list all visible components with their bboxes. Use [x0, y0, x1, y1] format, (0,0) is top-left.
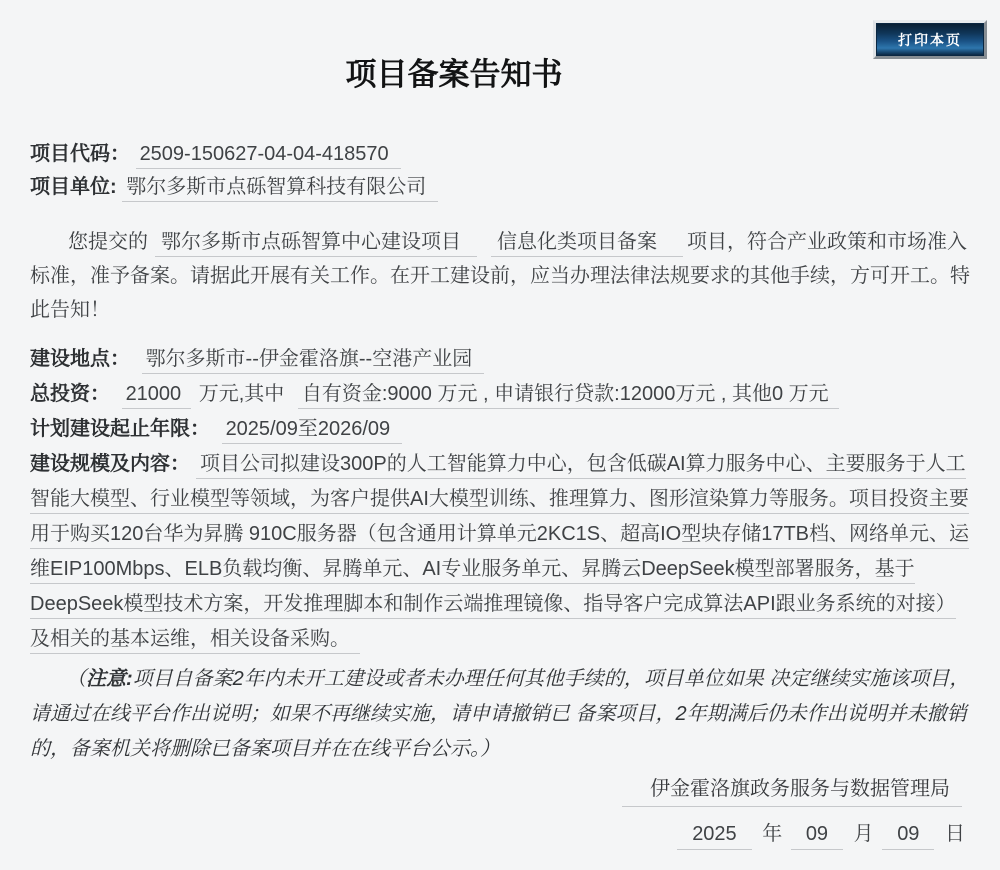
- agency-name: 伊金霍洛旗政务服务与数据管理局: [622, 772, 962, 807]
- investment-row: [30, 377, 970, 412]
- project-code-row: [30, 138, 970, 171]
- page-title: 项目备案告知书: [345, 57, 563, 92]
- title-wrap: [30, 0, 970, 94]
- period-label: 计划建设起止年限：: [30, 418, 210, 440]
- note-paragraph: [30, 662, 970, 767]
- period-row: [30, 412, 970, 447]
- period-value: 2025/09至2026/09: [222, 418, 403, 444]
- date-day: 09: [882, 823, 934, 850]
- scale-value: 项目公司拟建设300P的人工智能算力中心，包含低碳AI算力服务中心、主要服务于人工智能大模型、行业模型等领域，为客户提供AI大模型训练、推理算力、图形渲染算力等服务。项目投资主要用于购买120台华为昇腾 910C服务器（包含通用计算单元2KC1S、超高IO型块存储17TB档、网络单元、运维EIP100Mbps、ELB负载均衡、昇腾单元、AI专业服务单元、昇腾云DeepSeek模型部署服务，基于DeepSeek模型技术方案，开发推理脚本和制作云端推理镜像、指导客户完成算法API跟业务系统的对接）及相关的基本运维，相关设备采购。: [30, 453, 969, 654]
- project-code-value: 2509-150627-04-04-418570: [136, 143, 401, 169]
- location-row: [30, 342, 970, 377]
- intro-category: 信息化类项目备案: [491, 231, 683, 257]
- project-fields: [30, 138, 970, 204]
- project-code-label: 项目代码：: [30, 143, 130, 165]
- investment-amount: 21000: [122, 383, 192, 409]
- project-unit-label: 项目单位:: [30, 176, 117, 198]
- date-month: 09: [791, 823, 843, 850]
- location-label: 建设地点：: [30, 348, 130, 370]
- scale-row: [30, 447, 970, 657]
- approval-paragraph: [30, 225, 970, 327]
- agency-row: [30, 772, 970, 807]
- date-day-unit: 日: [945, 823, 965, 845]
- project-unit-value: 鄂尔多斯市点砾智算科技有限公司: [122, 176, 438, 202]
- investment-breakdown: 自有资金:9000 万元 , 申请银行贷款:12000万元 , 其他0 万元: [298, 383, 839, 409]
- intro-project-name: 鄂尔多斯市点砾智算中心建设项目: [155, 231, 477, 257]
- date-row: [30, 814, 970, 854]
- note-text: 项目自备案2年内未开工建设或者未办理任何其他手续的，项目单位如果 决定继续实施该项目，请通过在线平台作出说明；如果不再继续实施，请申请撤销已 备案项目，2年期满后仍未作出说明并未撤销的，备案机关将删除已备案项目并在在线平台公示。）: [30, 668, 970, 760]
- date-month-unit: 月: [853, 823, 874, 845]
- footer-signature: [30, 772, 970, 854]
- scale-label: 建设规模及内容：: [30, 453, 190, 475]
- project-unit-row: [30, 171, 970, 204]
- intro-rest: 项目，符合产业政策和市场准入标准，准予备案。请据此开展有关工作。在开工建设前，应当办理法律法规要求的其他手续，方可开工。特此告知！: [30, 231, 970, 321]
- project-details: [30, 342, 970, 657]
- investment-label: 总投资：: [30, 383, 110, 405]
- note-open: （: [66, 668, 86, 690]
- intro-lead: 您提交的: [68, 231, 148, 253]
- print-page-button[interactable]: 打印本页: [873, 20, 987, 59]
- date-year: 2025: [677, 823, 752, 850]
- note-emphasis: 注意:: [86, 668, 133, 690]
- investment-mid-text: 万元,其中: [198, 383, 285, 405]
- location-value: 鄂尔多斯市--伊金霍洛旗--空港产业园: [142, 348, 485, 374]
- date-year-unit: 年: [762, 823, 783, 845]
